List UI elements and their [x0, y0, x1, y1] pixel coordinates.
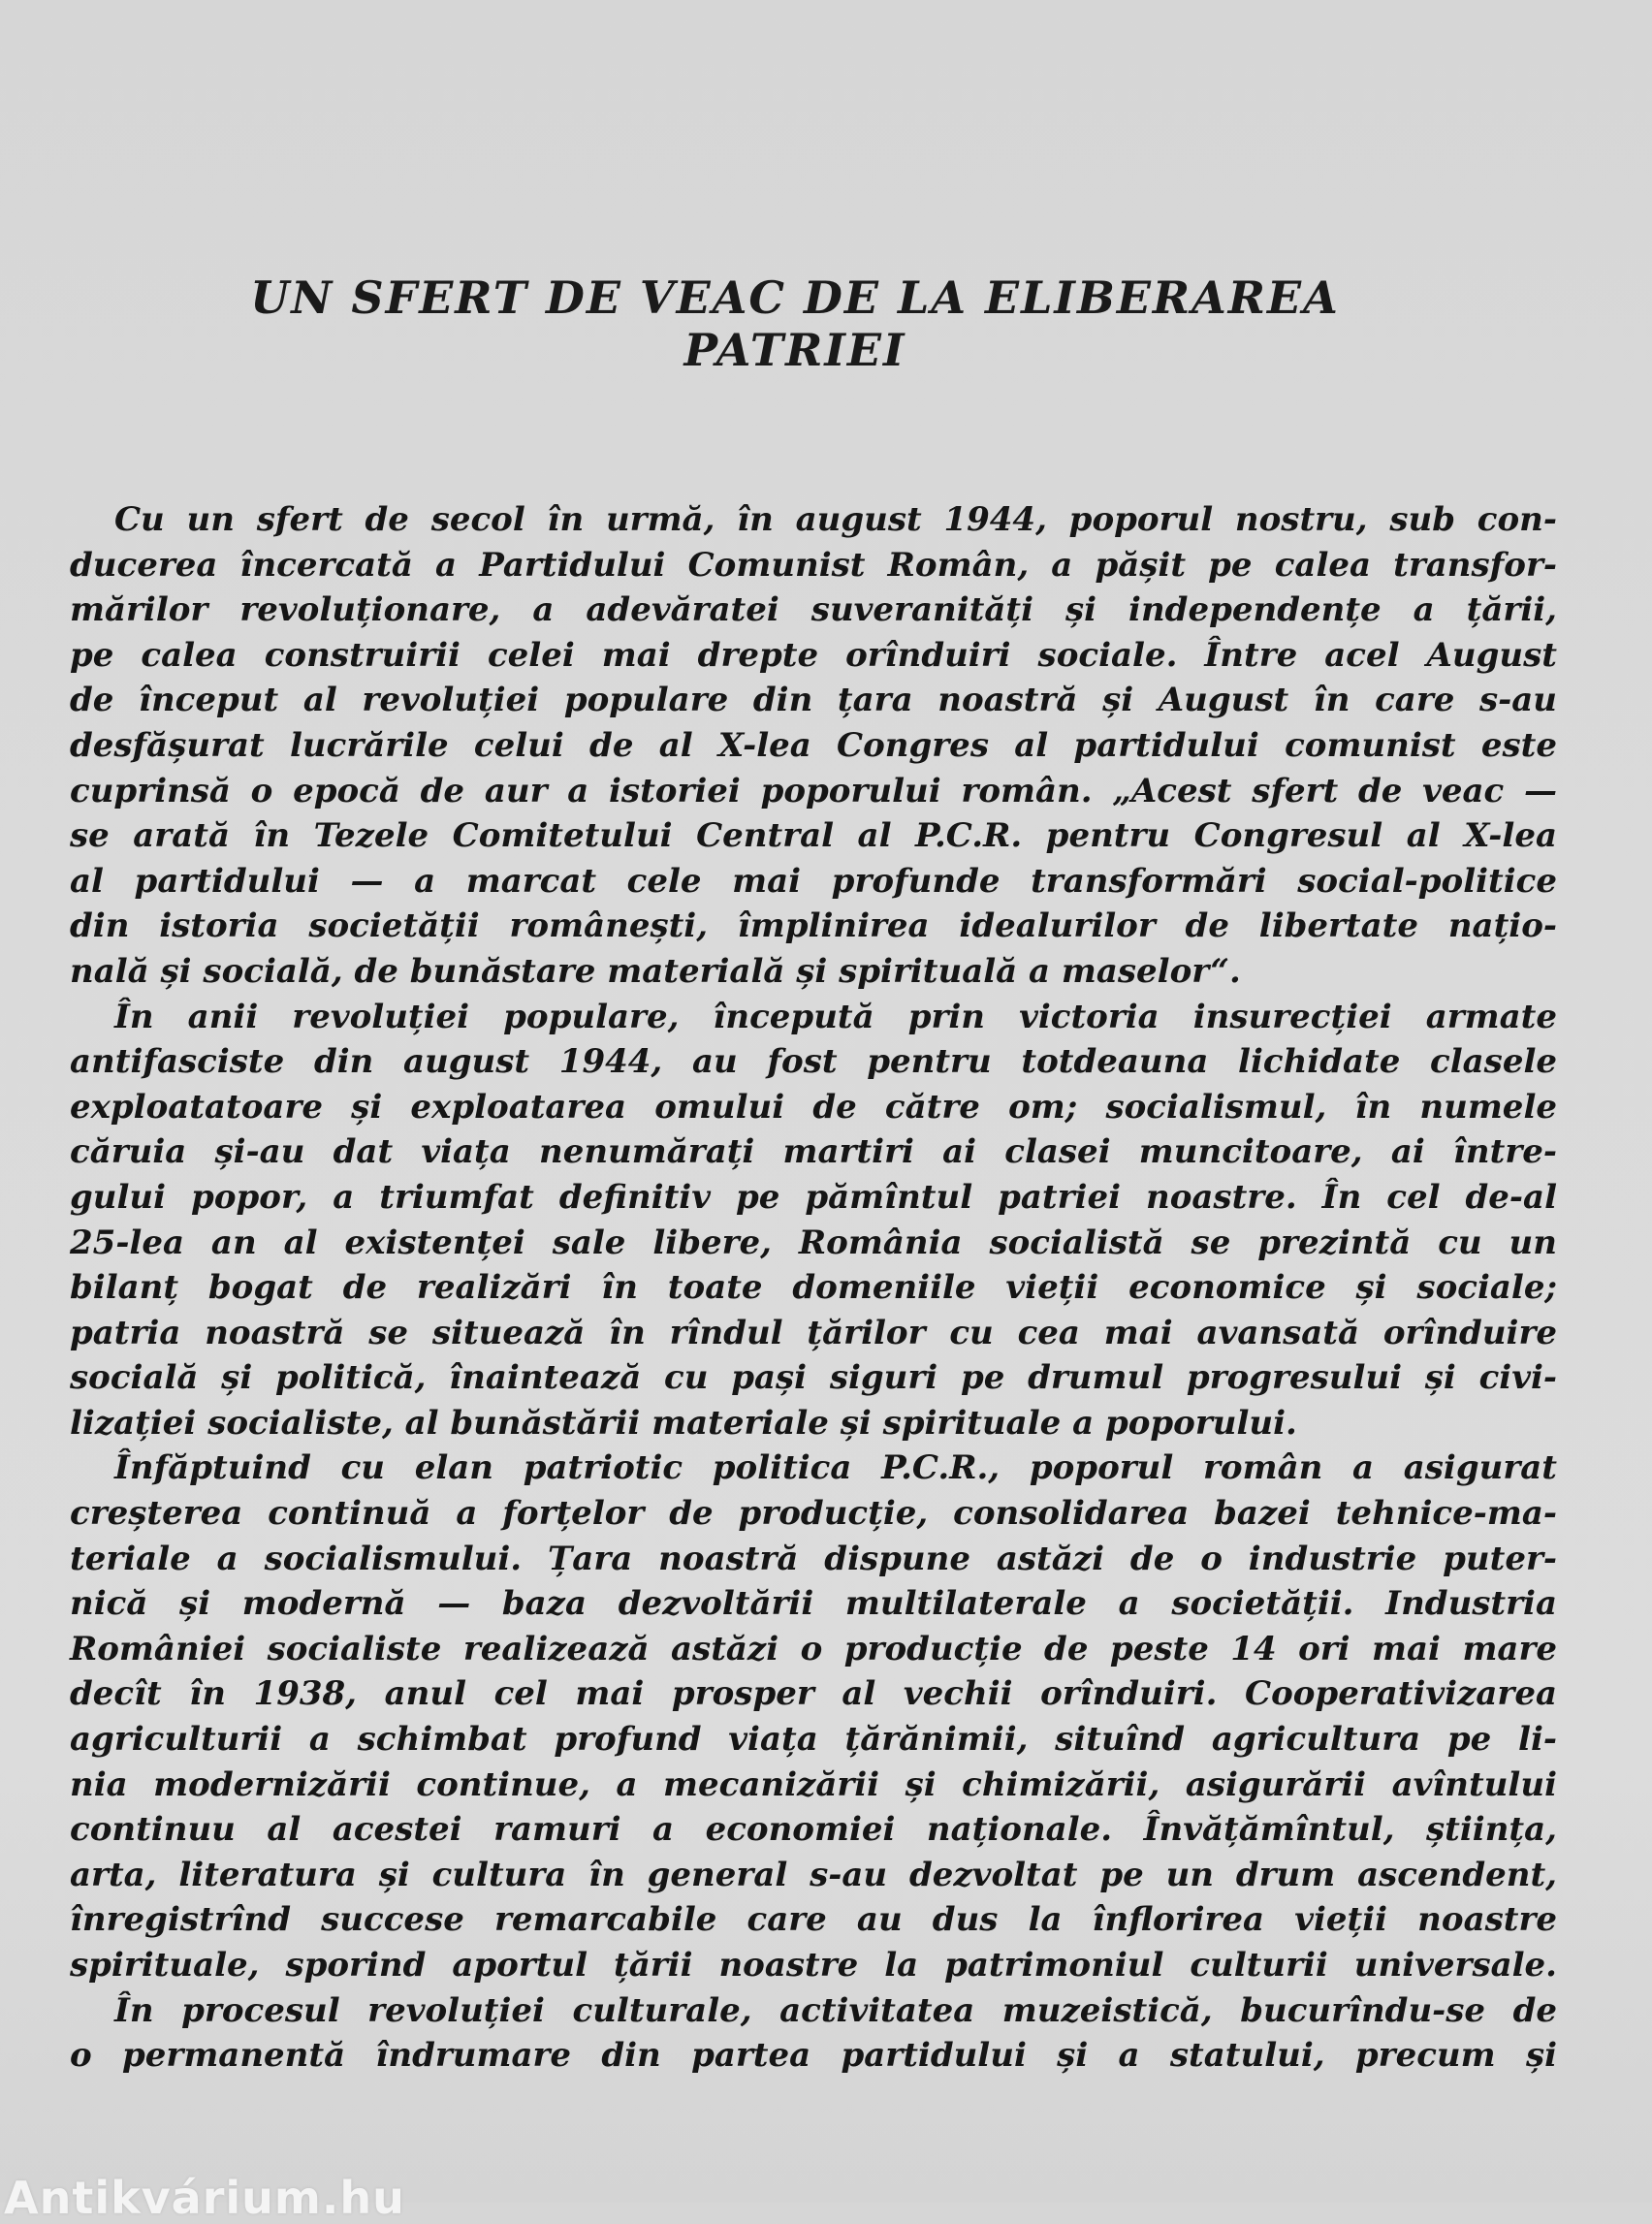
text-line: căruia și-au dat viața nenumărați martiri ai clasei muncitoare, ai între- [70, 1132, 1557, 1172]
text-line: creșterea continuă a forțelor de producție, consolidarea bazei tehnice-ma- [70, 1494, 1557, 1534]
text-line: pe calea construirii celei mai drepte orînduiri sociale. Între acel August [70, 635, 1557, 675]
watermark: Antikvárium.hu [4, 2172, 405, 2224]
text-line: În procesul revoluției culturale, activitatea muzeistică, bucurîndu-se de [114, 1990, 1557, 2030]
text-line: înregistrînd succese remarcabile care au dus la înflorirea vieții noastre [70, 1900, 1557, 1940]
text-line: exploatatoare și exploatarea omului de către om; socialismul, în numele [70, 1087, 1557, 1127]
text-line: 25-lea an al existenței sale libere, România socialistă se prezintă cu un [70, 1223, 1557, 1262]
paragraph-4 [70, 1988, 1557, 2079]
text-line: bilanț bogat de realizări în toate domeniile vieții economice și sociale; [70, 1268, 1557, 1308]
text-line: patria noastră se situează în rîndul țărilor cu cea mai avansată orînduire [70, 1313, 1557, 1352]
text-line: socială și politică, înaintează cu pași siguri pe drumul progresului și civi- [70, 1358, 1557, 1398]
text-line: României socialiste realizează astăzi o producție de peste 14 ori mai mare [70, 1629, 1557, 1668]
text-line: al partidului — a marcat cele mai profunde transformări social-politice [70, 861, 1557, 901]
text-line: spirituale, sporind aportul țării noastre la patrimoniul culturii universale. [70, 1946, 1557, 1985]
text-line: o permanentă îndrumare din partea partidului și a statului, precum și [70, 2036, 1557, 2076]
text-line: lizației socialiste, al bunăstării materiale și spirituale a poporului. [70, 1403, 1297, 1443]
text-line: se arată în Tezele Comitetului Central al P.C.R. pentru Congresul al X-lea [70, 816, 1557, 856]
text-line: arta, literatura și cultura în general s-au dezvoltat pe un drum ascendent, [70, 1855, 1557, 1894]
text-line: decît în 1938, anul cel mai prosper al vechii orînduiri. Cooperativizarea [70, 1674, 1557, 1714]
text-line: mărilor revoluționare, a adevăratei suveranități și independențe a țării, [70, 590, 1557, 630]
text-line: În anii revoluției populare, începută prin victoria insurecției armate [114, 997, 1557, 1036]
text-line: gului popor, a triumfat definitiv pe pămîntul patriei noastre. În cel de-al [70, 1177, 1557, 1217]
text-line: nia modernizării continue, a mecanizării și chimizării, asigurării avîntului [70, 1764, 1557, 1804]
text-line: Înfăptuind cu elan patriotic politica P.C.R., poporul român a asigurat [114, 1448, 1557, 1488]
text-line: nală și socială, de bunăstare materială și spirituală a maselor“. [70, 951, 1241, 991]
text-line: nică și modernă — baza dezvoltării multilaterale a societății. Industria [70, 1584, 1557, 1624]
text-line: cuprinsă o epocă de aur a istoriei poporului român. „Acest sfert de veac — [70, 771, 1557, 810]
article-body [70, 497, 1557, 2079]
text-line: antifasciste din august 1944, au fost pentru totdeauna lichidate clasele [70, 1042, 1557, 1082]
paragraph-1 [70, 497, 1557, 995]
text-line: Cu un sfert de secol în urmă, în august 1944, poporul nostru, sub con- [114, 500, 1557, 539]
text-line: ducerea încercată a Partidului Comunist Român, a pășit pe calea transfor- [70, 545, 1557, 585]
text-line: de început al revoluției populare din țara noastră și August în care s-au [70, 681, 1557, 720]
text-line: desfășurat lucrările celui de al X-lea Congres al partidului comunist este [70, 725, 1557, 765]
paragraph-3 [70, 1446, 1557, 1987]
text-line: teriale a socialismului. Țara noastră dispune astăzi de o industrie puter- [70, 1539, 1557, 1578]
paragraph-2 [70, 995, 1557, 1446]
article-title: UN SFERT DE VEAC DE LA ELIBERAREA PATRIEI [250, 271, 1340, 376]
text-line: agriculturii a schimbat profund viața țărănimii, situînd agricultura pe li- [70, 1720, 1557, 1760]
text-line: continuu al acestei ramuri a economiei naționale. Învățămîntul, știința, [70, 1810, 1557, 1850]
text-line: din istoria societății românești, împlinirea idealurilor de libertate națio- [70, 906, 1557, 946]
